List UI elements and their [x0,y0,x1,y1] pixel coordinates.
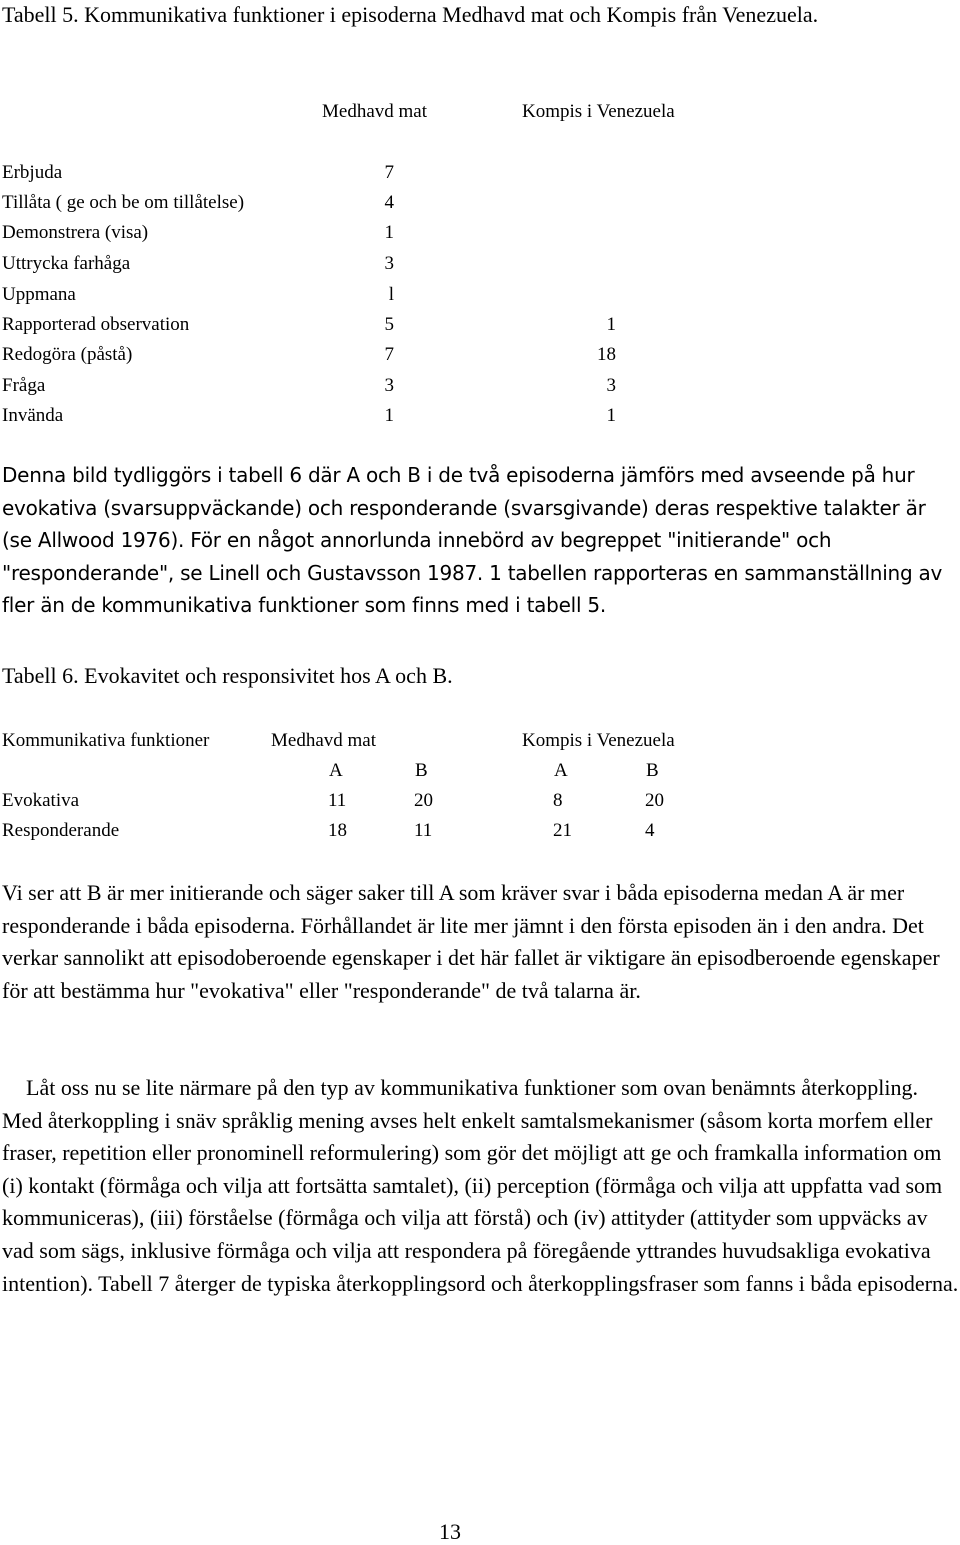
row-value-medhavd: 3 [384,253,394,274]
row-label: Redogöra (påstå) [2,344,133,365]
table6-header-functions: Kommunikativa funktioner [2,730,210,751]
row-label: Fråga [2,375,46,396]
table5-caption: Tabell 5. Kommunikativa funktioner i episoderna Medhavd mat och Kompis från Venezuela. [2,2,819,27]
paragraph-analysis: Vi ser att B är mer initierande och säger saker till A som kräver svar i båda episoderna medan A är mer responderande i båda episoderna. Förhållandet är lite mer jämnt i den första episoden än i den andra. Det verkar sannolikt att episodoberoende egenskaper i det här fallet är viktigare än episodberoende egenskaper för att bestämma hur "evokativa" eller "responderande" de två talarna är. [2,880,940,1003]
row-label: Rapporterad observation [2,314,190,335]
table6-header-kompis: Kompis i Venezuela [522,730,675,751]
paragraph-tabell6-intro: Denna bild tydliggörs i tabell 6 där A och B i de två episoderna jämförs med avseende på hur evokativa (svarsuppväckande) och responderande (svarsgivande) deras respektive talakter är (se Allwood 1976). För en något annorlunda innebörd av begreppet "initierande" och "responderande", se Linell och Gustavsson 1987. 1 tabellen rapporteras en sammanställning av fler än de kommunikativa funktioner som finns med i tabell 5. [2,463,943,618]
table6-subheader-b: B [646,760,659,781]
row-value-medhavd: 7 [384,162,394,183]
row-value-medhavd: 1 [384,222,394,243]
row-value: 20 [645,790,664,811]
row-label: Uppmana [2,284,76,305]
row-label: Responderande [2,820,120,841]
row-label: Erbjuda [2,162,63,183]
table6-subheader-a: A [554,760,568,781]
table5-header-medhavd-mat: Medhavd mat [322,101,428,122]
table5-header-kompis: Kompis i Venezuela [522,101,675,122]
row-label: Demonstrera (visa) [2,222,149,243]
row-value-medhavd: 4 [384,192,394,213]
row-value-medhavd: 3 [384,375,394,396]
table6-caption: Tabell 6. Evokavitet och responsivitet hos A och B. [2,663,453,688]
row-value-medhavd: l [388,284,394,305]
row-value: 20 [414,790,433,811]
row-value-medhavd: 7 [384,344,394,365]
row-label: Invända [2,405,64,426]
row-value: 4 [645,820,655,841]
row-label: Uttrycka farhåga [2,253,131,274]
row-value-kompis: 18 [597,344,616,365]
row-value-kompis: 1 [606,405,616,426]
row-value-kompis: 1 [606,314,616,335]
page-number: 13 [439,1519,461,1544]
row-label: Tillåta ( ge och be om tillåtelse) [2,192,245,213]
row-value: 8 [553,790,563,811]
row-value: 21 [553,820,572,841]
row-value: 11 [414,820,433,841]
row-value-medhavd: 5 [384,314,394,335]
table6-header-medhavd-mat: Medhavd mat [271,730,377,751]
table6-subheader-b: B [415,760,428,781]
row-value-medhavd: 1 [384,405,394,426]
table6-subheader-a: A [329,760,343,781]
row-value: 18 [328,820,347,841]
row-label: Evokativa [2,790,80,811]
paragraph-aterkoppling: Låt oss nu se lite närmare på den typ av kommunikativa funktioner som ovan benämnts återkoppling. Med återkoppling i snäv språklig mening avses helt enkelt samtalsmekanismer (såsom korta morfem eller fraser, repetition eller pronominell reformulering) som gör det möjligt att ge och framkalla information om (i) kontakt (förmåga och vilja att fortsätta samtalet), (ii) perception (förmåga och vilja att uppfatta vad som kommuniceras), (iii) förståelse (förmåga och vilja att förstå) och (iv) attityder (attityder som uppväcks av vad som sägs, inklusive förmåga och vilja att respondera på föregående yttrandes huvudsakliga evokativa intention). Tabell 7 återger de typiska återkopplingsord och återkopplingsfraser som fanns i båda episoderna. [2,1075,959,1296]
row-value-kompis: 3 [606,375,616,396]
row-value: 11 [328,790,347,811]
